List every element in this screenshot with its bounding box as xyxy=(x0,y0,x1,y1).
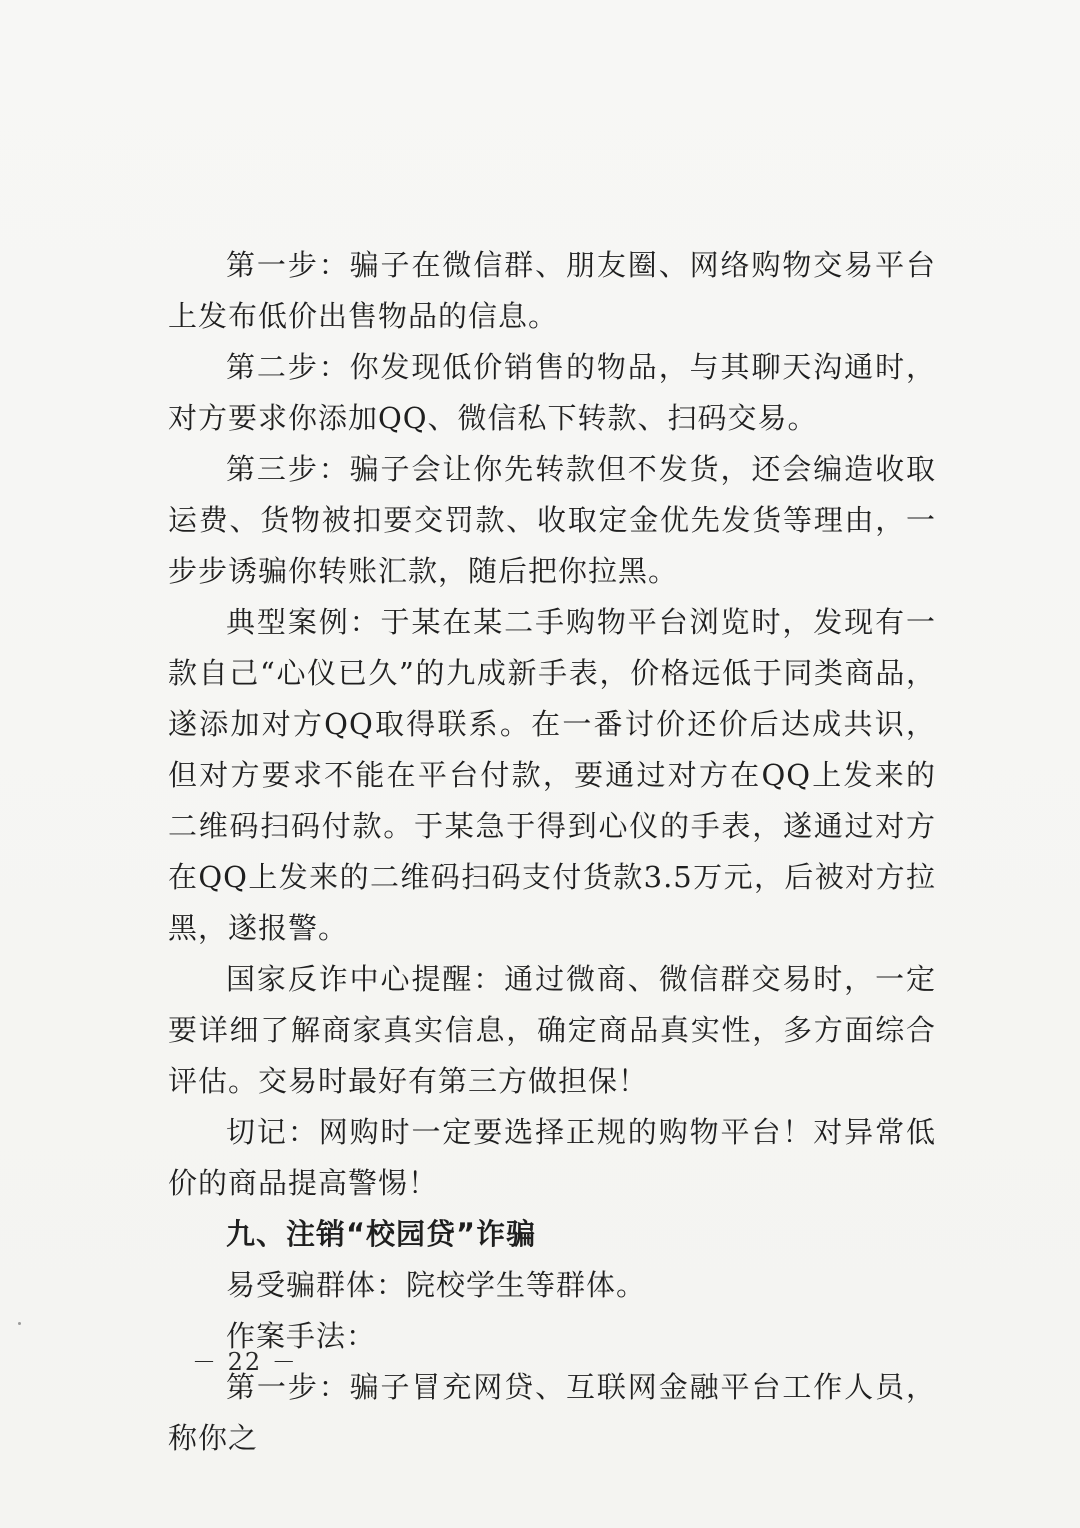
scan-speck xyxy=(18,1322,21,1325)
paragraph-method-label: 作案手法： xyxy=(226,1319,377,1353)
page-number: － 22 － xyxy=(192,1348,298,1376)
document-body xyxy=(168,240,936,1464)
paragraph-anti-fraud-reminder: 国家反诈中心提醒：通过微商、微信群交易时，一定要详细了解商家真实信息，确定商品真实性，多方面综合评估。交易时最好有第三方做担保！ xyxy=(168,962,936,1098)
paragraph-step-two: 第二步：你发现低价销售的物品，与其聊天沟通时，对方要求你添加QQ、微信私下转款、扫码交易。 xyxy=(168,350,936,435)
paragraph-step-one: 第一步：骗子在微信群、朋友圈、网络购物交易平台上发布低价出售物品的信息。 xyxy=(168,248,936,333)
section-heading: 九、注销“校园贷”诈骗 xyxy=(226,1217,537,1251)
paragraph-step-three: 第三步：骗子会让你先转款但不发货，还会编造收取运费、货物被扣要交罚款、收取定金优先发货等理由，一步步诱骗你转账汇款，随后把你拉黑。 xyxy=(168,452,936,588)
paragraph-warning: 切记：网购时一定要选择正规的购物平台！对异常低价的商品提高警惕！ xyxy=(168,1115,936,1200)
paragraph-typical-case: 典型案例：于某在某二手购物平台浏览时，发现有一款自己“心仪已久”的九成新手表，价格远低于同类商品，遂添加对方QQ取得联系。在一番讨价还价后达成共识，但对方要求不能在平台付款，要通过对方在QQ上发来的二维码扫码付款。于某急于得到心仪的手表，遂通过对方在QQ上发来的二维码扫码支付货款3.5万元，后被对方拉黑，遂报警。 xyxy=(168,605,936,945)
paragraph-new-step-one: 第一步：骗子冒充网贷、互联网金融平台工作人员，称你之 xyxy=(168,1370,936,1455)
paragraph-vulnerable-group: 易受骗群体：院校学生等群体。 xyxy=(226,1268,647,1302)
